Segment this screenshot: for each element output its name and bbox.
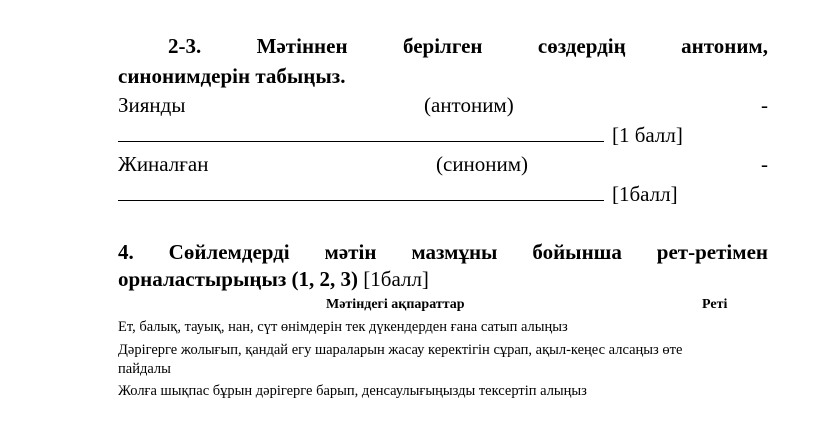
question-4-instruction: орналастырыңыз (1, 2, 3) [118,267,359,291]
question-4-title-continued [118,266,429,292]
task-type: (синоним) [436,152,529,176]
question-2-3-title-continued: синонимдерін табыңыз. [118,64,346,88]
question-2-3-title: 2-3. Мәтіннен берілген сөздердің антоним, [168,34,768,58]
answer-line[interactable] [118,180,604,201]
answer-blank-antonym[interactable] [118,121,683,148]
answer-blank-synonym[interactable] [118,180,678,207]
given-word: Зиянды [118,93,186,117]
table-row: Ет, балық, тауық, нан, сүт өнімдерін тек дүкендерден ғана сатып алыңыз [118,319,568,335]
given-word: Жиналған [118,152,209,176]
dash: - [761,93,768,117]
task-type: (антоним) [424,93,514,117]
table-header-info: Мәтіндегі ақпараттар [326,297,465,312]
table-row: Жолға шықпас бұрын дәрігерге барып, денсаулығыңызды тексертіп алыңыз [118,383,587,399]
dash: - [761,152,768,176]
points-label: [1балл] [358,267,429,291]
table-header-order: Реті [702,297,728,312]
table-row: Дәрігерге жолығып, қандай егу шараларын жасау керектігін сұрап, ақыл-кеңес алсаңыз өте пайдалы [118,342,683,377]
points-label: [1 балл] [612,123,683,147]
points-label: [1балл] [612,182,678,206]
question-4-title: 4. Сөйлемдерді мәтін мазмұны бойынша рет-ретімен [118,240,768,264]
answer-line[interactable] [118,121,604,142]
